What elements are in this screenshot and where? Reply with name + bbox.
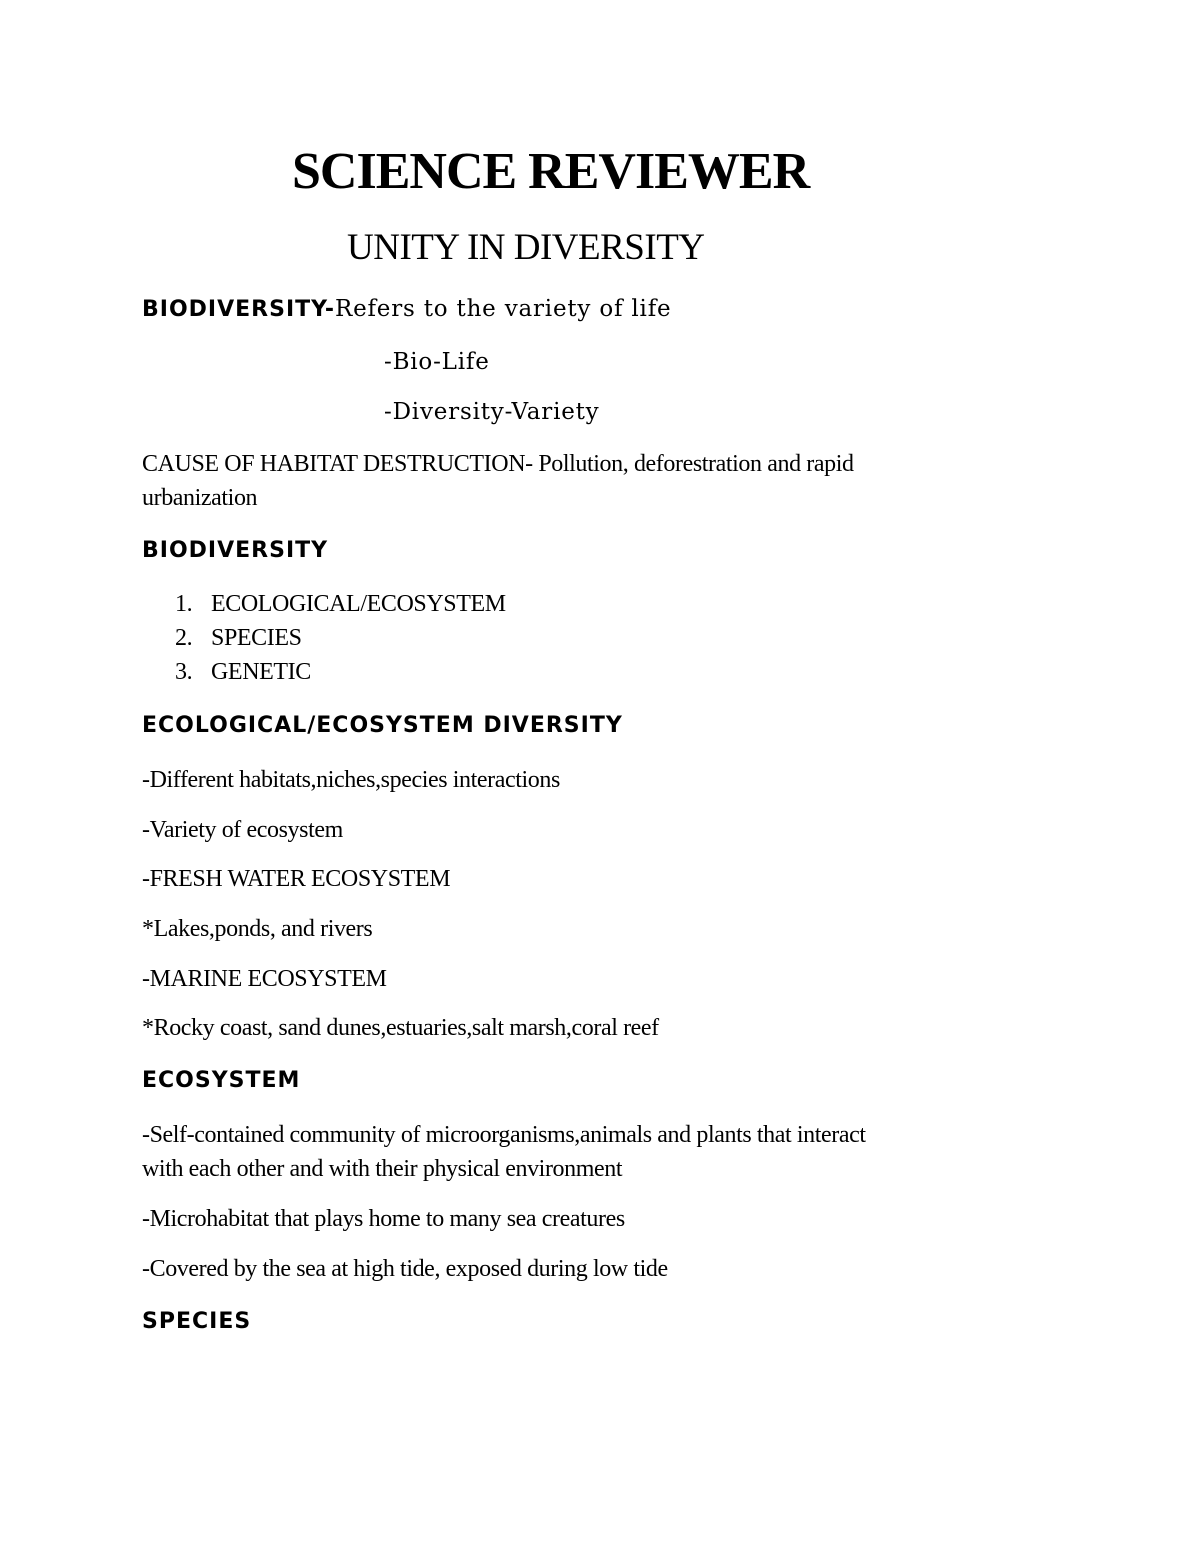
eco-line: -MARINE ECOSYSTEM [142, 966, 387, 992]
bio-life-line: -Bio-Life [384, 349, 490, 375]
eco-line: -Variety of ecosystem [142, 817, 343, 843]
eco-line: -FRESH WATER ECOSYSTEM [142, 866, 451, 892]
ecosystem-line-2: -Microhabitat that plays home to many sea creatures [142, 1206, 625, 1232]
ecosystem-line-1b: with each other and with their physical environment [142, 1156, 623, 1182]
list-item-number: 2. [175, 625, 193, 651]
eco-line: -Different habitats,niches,species interactions [142, 767, 560, 793]
ecological-diversity-heading: ECOLOGICAL/ECOSYSTEM DIVERSITY [142, 713, 623, 738]
list-item [175, 659, 506, 693]
list-item-text: GENETIC [211, 659, 311, 685]
ecosystem-heading: ECOSYSTEM [142, 1068, 301, 1093]
cause-label: CAUSE OF HABITAT DESTRUCTION- [142, 451, 533, 477]
list-item [175, 625, 506, 659]
biodiversity-definition [142, 296, 671, 322]
cause-line-1 [142, 451, 854, 478]
ecosystem-line-3: -Covered by the sea at high tide, exposed during low tide [142, 1256, 668, 1282]
list-item-number: 3. [175, 659, 193, 685]
cause-line-2: urbanization [142, 485, 258, 511]
biodiversity-definition-text: Refers to the variety of life [334, 296, 672, 322]
biodiversity-term: BIODIVERSITY- [142, 297, 335, 322]
cause-text: Pollution, deforestration and rapid [532, 451, 854, 477]
list-item-text: ECOLOGICAL/ECOSYSTEM [211, 591, 506, 617]
eco-line: *Rocky coast, sand dunes,estuaries,salt marsh,coral reef [142, 1015, 659, 1041]
biodiversity-list [175, 591, 506, 693]
list-item-text: SPECIES [211, 625, 302, 651]
biodiversity-heading: BIODIVERSITY [142, 538, 329, 563]
list-item-number: 1. [175, 591, 193, 617]
eco-line: *Lakes,ponds, and rivers [142, 916, 373, 942]
diversity-variety-line: -Diversity-Variety [384, 399, 600, 425]
ecosystem-line-1a: -Self-contained community of microorganisms,animals and plants that interact [142, 1122, 866, 1148]
page-title: SCIENCE REVIEWER [292, 143, 810, 200]
species-heading: SPECIES [142, 1309, 252, 1334]
list-item [175, 591, 506, 625]
page-subtitle: UNITY IN DIVERSITY [347, 227, 705, 268]
